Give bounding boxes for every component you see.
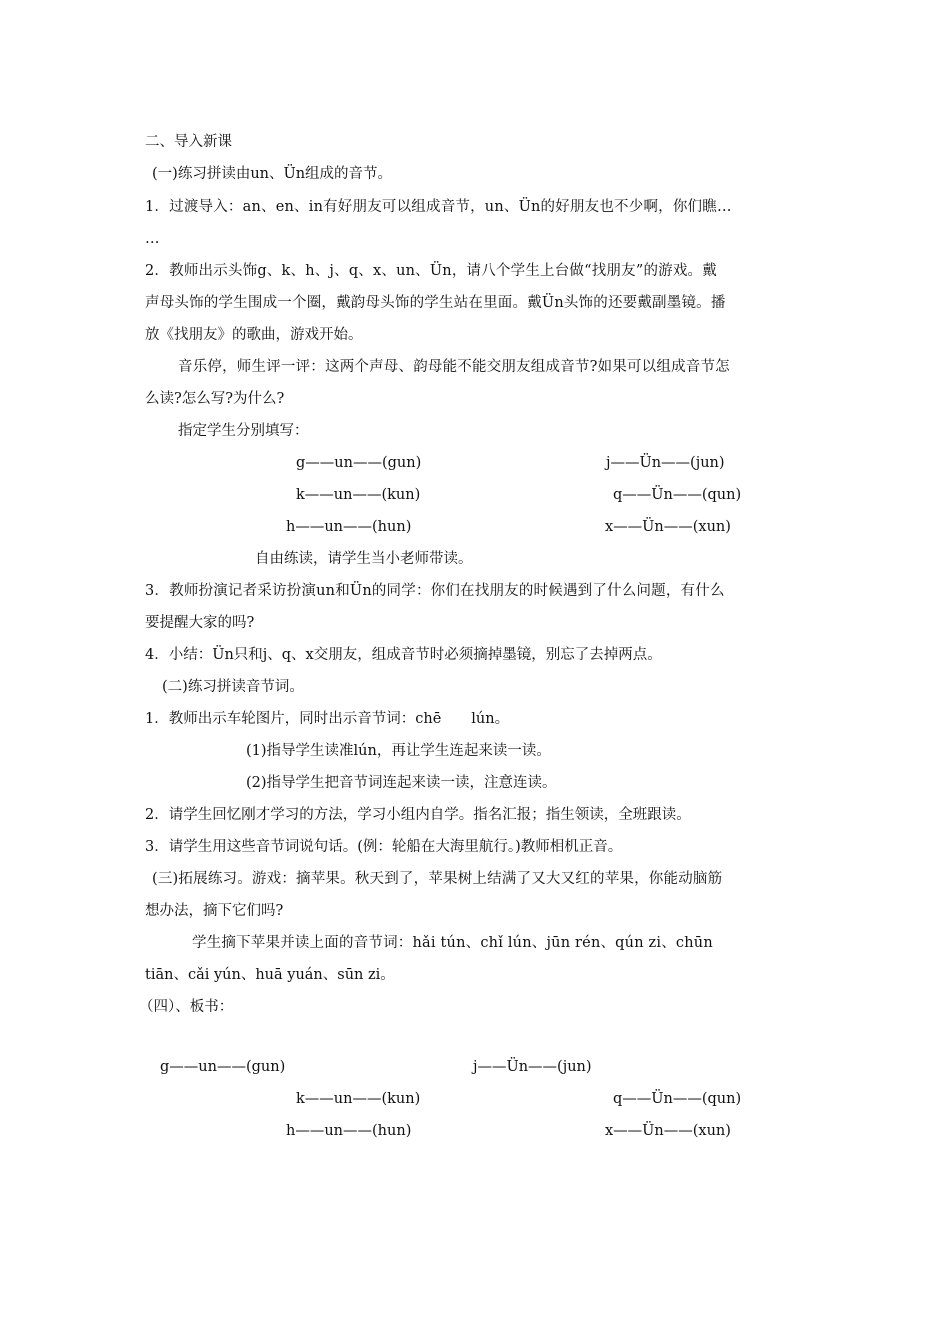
board-left-2: k——un——(kun) [296,1091,421,1107]
pair-left-1: g——un——(gun) [296,455,422,471]
part2-sub1: (1)指导学生读准lún，再让学生连起来读一读。 [246,743,551,759]
board-right-1: j——Ün——(jun) [473,1059,592,1075]
part4-heading: （四）、板书： [139,999,234,1015]
part3-line4: tiān、cǎi yún、huā yuán、sūn zi。 [145,967,395,983]
board-left-1: g——un——(gun) [160,1059,286,1075]
part1-item2-line3: 放《找朋友》的歌曲，游戏开始。 [145,327,363,343]
free-read: 自由练读，请学生当小老师带读。 [255,551,473,567]
part2-sub2: (2)指导学生把音节词连起来读一读，注意连读。 [246,775,557,791]
music-line2: 么读?怎么写?为什么? [145,391,285,407]
part3-line1: (三)拓展练习。游戏：摘苹果。秋天到了，苹果树上结满了又大又红的苹果，你能动脑筋 [152,871,723,887]
music-line1: 音乐停，师生评一评：这两个声母、韵母能不能交朋友组成音节?如果可以组成音节怎 [178,359,730,375]
part2-item2: 2．请学生回忆刚才学习的方法，学习小组内自学。指名汇报；指生领读，全班跟读。 [145,807,691,823]
part1-heading: (一)练习拼读由un、Ün组成的音节。 [152,166,393,182]
part1-item2-line2: 声母头饰的学生围成一个圈，戴韵母头饰的学生站在里面。戴Ün头饰的还要戴副墨镜。播 [145,295,726,311]
part1-item1-line1: 1．过渡导入：an、en、in有好朋友可以组成音节，un、Ün的好朋友也不少啊，你们瞧… [145,199,732,215]
section-title: 二、导入新课 [145,134,232,150]
pair-right-3: x——Ün——(xun) [605,519,731,535]
part3-line3: 学生摘下苹果并读上面的音节词：hǎi tún、chǐ lún、jūn rén、qún zi、chūn [192,935,713,951]
part3-line2: 想办法，摘下它们吗? [145,903,284,919]
board-right-3: x——Ün——(xun) [605,1123,731,1139]
part2-item1-text: 1．教师出示车轮图片，同时出示音节词： [145,711,416,727]
board-right-2: q——Ün——(qun) [613,1091,742,1107]
part2-item1 [145,709,509,729]
pair-left-3: h——un——(hun) [286,519,412,535]
part2-heading: (二)练习拼读音节词。 [162,679,304,695]
part2-item3: 3．请学生用这些音节词说句话。(例：轮船在大海里航行。)教师相机正音。 [145,839,623,855]
board-left-3: h——un——(hun) [286,1123,412,1139]
pinyin-che: chē [415,711,442,727]
part1-item2-line1: 2．教师出示头饰g、k、h、j、q、x、un、Ün，请八个学生上台做“找朋友”的游戏。戴 [145,263,717,279]
part1-item1-line2: … [145,231,160,247]
part1-item3-line2: 要提醒大家的吗? [145,615,255,631]
pinyin-lun: lún。 [471,711,510,727]
part1-item3-line1: 3．教师扮演记者采访扮演un和Ün的同学：你们在找朋友的时候遇到了什么问题，有什么 [145,583,725,599]
fill-intro: 指定学生分别填写： [178,423,309,439]
pair-right-1: j——Ün——(jun) [606,455,725,471]
pair-left-2: k——un——(kun) [296,487,421,503]
part1-item4: 4．小结：Ün只和j、q、x交朋友，组成音节时必须摘掉墨镜，别忘了去掉两点。 [145,647,662,663]
pair-right-2: q——Ün——(qun) [613,487,742,503]
